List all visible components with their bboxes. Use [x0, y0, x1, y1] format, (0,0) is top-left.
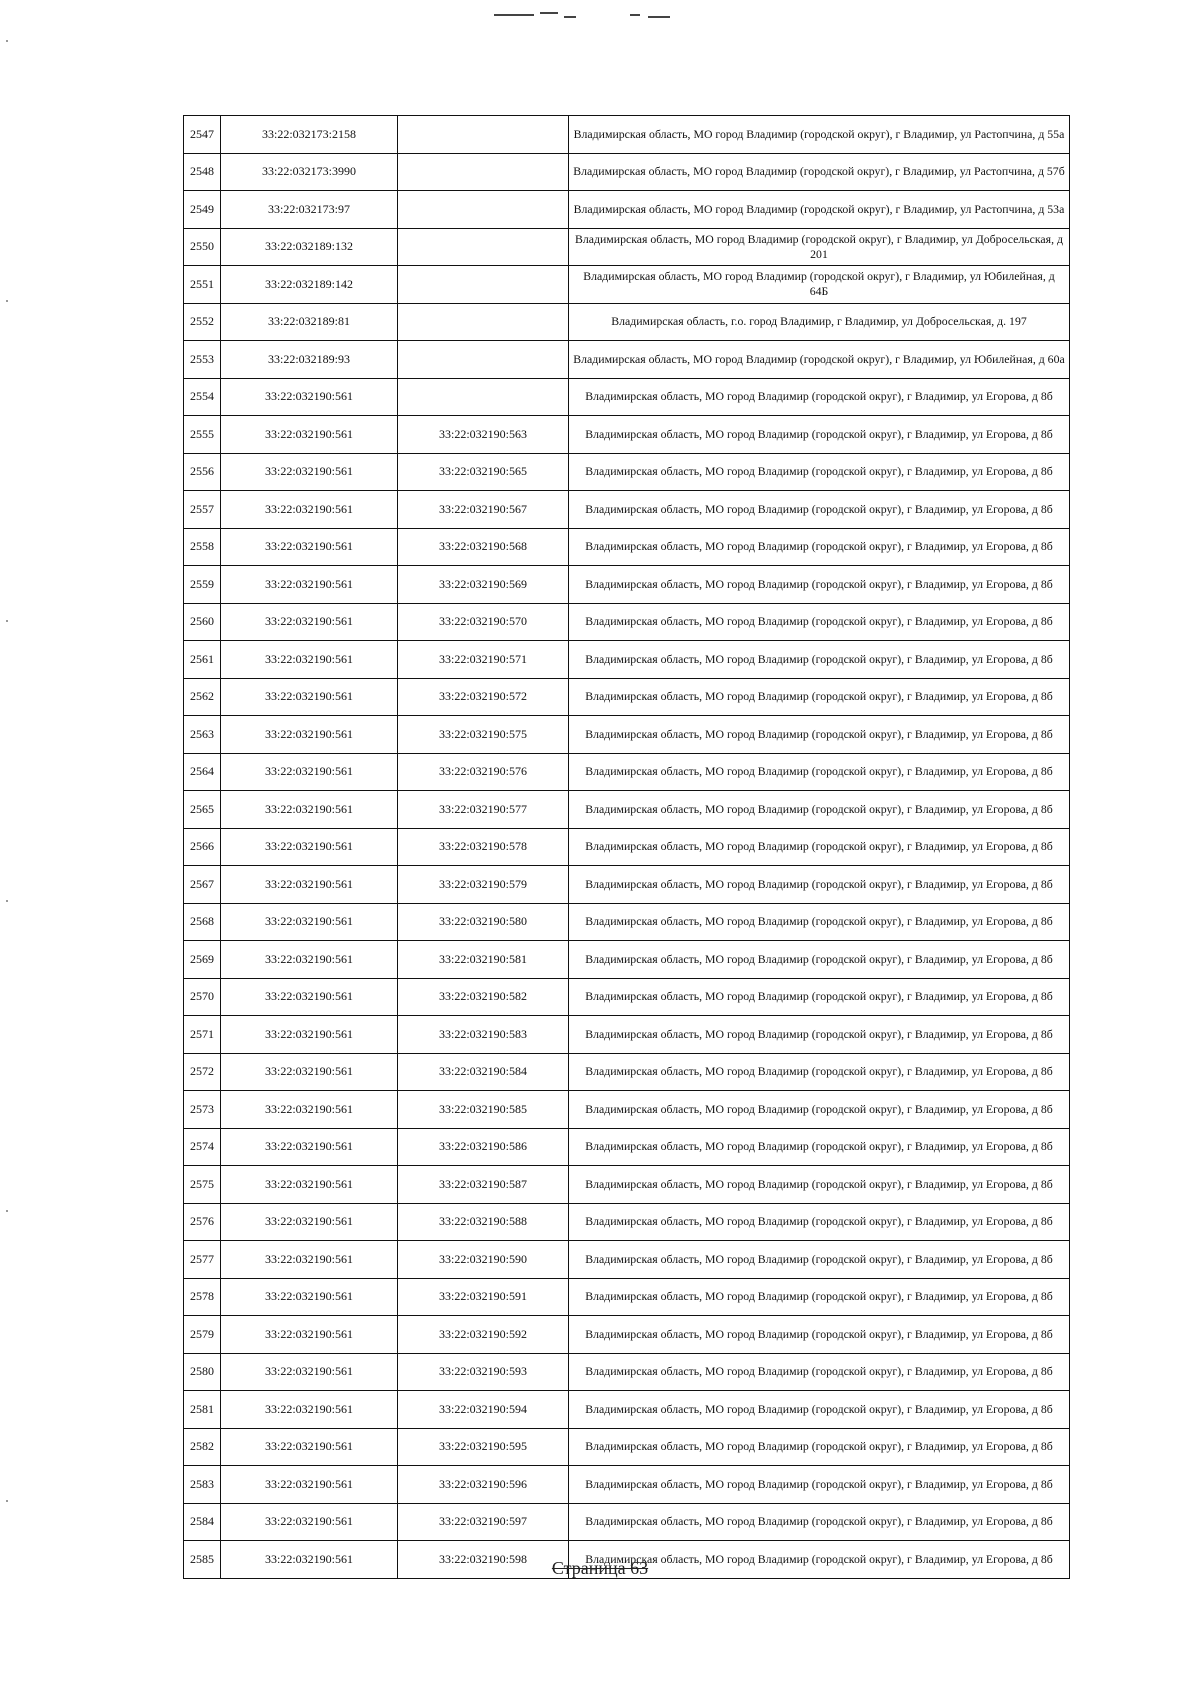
address-cell: Владимирская область, МО город Владимир (городской округ), г Владимир, ул Егорова, д 8б [569, 1053, 1070, 1091]
row-number-cell: 2573 [184, 1091, 221, 1129]
object-cadastral-number-cell: 33:22:032190:575 [398, 716, 569, 754]
page-label: Страница 63 [551, 1558, 649, 1578]
row-number-cell: 2556 [184, 453, 221, 491]
table-row [184, 678, 1070, 716]
address-cell: Владимирская область, МО город Владимир (городской округ), г Владимир, ул Егорова, д 8б [569, 453, 1070, 491]
row-number-cell: 2570 [184, 978, 221, 1016]
row-number-cell: 2548 [184, 153, 221, 191]
row-number-cell: 2574 [184, 1128, 221, 1166]
object-cadastral-number-cell [398, 378, 569, 416]
object-cadastral-number-cell: 33:22:032190:593 [398, 1353, 569, 1391]
row-number-cell: 2582 [184, 1428, 221, 1466]
cadastral-number-cell: 33:22:032190:561 [221, 1466, 398, 1504]
object-cadastral-number-cell [398, 116, 569, 154]
cadastral-number-cell: 33:22:032190:561 [221, 1316, 398, 1354]
cadastral-number-cell: 33:22:032190:561 [221, 716, 398, 754]
table-row [184, 1166, 1070, 1204]
address-cell: Владимирская область, МО город Владимир (городской округ), г Владимир, ул Егорова, д 8б [569, 1128, 1070, 1166]
address-cell: Владимирская область, МО город Владимир (городской округ), г Владимир, ул Егорова, д 8б [569, 978, 1070, 1016]
table-row [184, 716, 1070, 754]
cadastral-number-cell: 33:22:032190:561 [221, 978, 398, 1016]
row-number-cell: 2567 [184, 866, 221, 904]
table-row [184, 753, 1070, 791]
row-number-cell: 2562 [184, 678, 221, 716]
object-cadastral-number-cell: 33:22:032190:567 [398, 491, 569, 529]
table-row [184, 1091, 1070, 1129]
address-cell: Владимирская область, МО город Владимир (городской округ), г Владимир, ул Егорова, д 8б [569, 1428, 1070, 1466]
cadastral-number-cell: 33:22:032190:561 [221, 791, 398, 829]
address-cell: Владимирская область, МО город Владимир (городской округ), г Владимир, ул Егорова, д 8б [569, 1166, 1070, 1204]
cadastral-number-cell: 33:22:032189:81 [221, 303, 398, 341]
cadastral-number-cell: 33:22:032190:561 [221, 566, 398, 604]
row-number-cell: 2564 [184, 753, 221, 791]
cadastral-number-cell: 33:22:032190:561 [221, 1541, 398, 1579]
row-number-cell: 2585 [184, 1541, 221, 1579]
object-cadastral-number-cell: 33:22:032190:582 [398, 978, 569, 1016]
object-cadastral-number-cell [398, 303, 569, 341]
object-cadastral-number-cell: 33:22:032190:583 [398, 1016, 569, 1054]
table-row [184, 116, 1070, 154]
object-cadastral-number-cell: 33:22:032190:594 [398, 1391, 569, 1429]
address-cell: Владимирская область, МО город Владимир (городской округ), г Владимир, ул Егорова, д 8б [569, 1241, 1070, 1279]
row-number-cell: 2571 [184, 1016, 221, 1054]
row-number-cell: 2563 [184, 716, 221, 754]
object-cadastral-number-cell: 33:22:032190:577 [398, 791, 569, 829]
table-row [184, 266, 1070, 304]
register-table-body [184, 116, 1070, 1579]
row-number-cell: 2549 [184, 191, 221, 229]
object-cadastral-number-cell: 33:22:032190:590 [398, 1241, 569, 1279]
cadastral-number-cell: 33:22:032190:561 [221, 528, 398, 566]
address-cell: Владимирская область, МО город Владимир (городской округ), г Владимир, ул Егорова, д 8б [569, 716, 1070, 754]
row-number-cell: 2575 [184, 1166, 221, 1204]
table-row [184, 378, 1070, 416]
object-cadastral-number-cell: 33:22:032190:576 [398, 753, 569, 791]
row-number-cell: 2552 [184, 303, 221, 341]
table-row [184, 191, 1070, 229]
row-number-cell: 2584 [184, 1503, 221, 1541]
table-row [184, 1503, 1070, 1541]
cadastral-number-cell: 33:22:032190:561 [221, 1278, 398, 1316]
object-cadastral-number-cell [398, 266, 569, 304]
address-cell: Владимирская область, МО город Владимир (городской округ), г Владимир, ул Егорова, д 8б [569, 1353, 1070, 1391]
cadastral-number-cell: 33:22:032189:132 [221, 228, 398, 266]
object-cadastral-number-cell: 33:22:032190:572 [398, 678, 569, 716]
cadastral-number-cell: 33:22:032190:561 [221, 1241, 398, 1279]
row-number-cell: 2553 [184, 341, 221, 379]
cadastral-number-cell: 33:22:032190:561 [221, 1428, 398, 1466]
cadastral-number-cell: 33:22:032190:561 [221, 1503, 398, 1541]
cadastral-number-cell: 33:22:032190:561 [221, 941, 398, 979]
cadastral-number-cell: 33:22:032190:561 [221, 453, 398, 491]
address-cell: Владимирская область, МО город Владимир (городской округ), г Владимир, ул Егорова, д 8б [569, 941, 1070, 979]
object-cadastral-number-cell: 33:22:032190:588 [398, 1203, 569, 1241]
cadastral-number-cell: 33:22:032190:561 [221, 1128, 398, 1166]
address-cell: Владимирская область, МО город Владимир (городской округ), г Владимир, ул Егорова, д 8б [569, 1466, 1070, 1504]
cadastral-number-cell: 33:22:032190:561 [221, 491, 398, 529]
table-row [184, 153, 1070, 191]
object-cadastral-number-cell: 33:22:032190:568 [398, 528, 569, 566]
table-row [184, 791, 1070, 829]
address-cell: Владимирская область, МО город Владимир (городской округ), г Владимир, ул Растопчина, д 57б [569, 153, 1070, 191]
address-cell: Владимирская область, МО город Владимир (городской округ), г Владимир, ул Егорова, д 8б [569, 1391, 1070, 1429]
table-row [184, 1353, 1070, 1391]
cadastral-number-cell: 33:22:032189:142 [221, 266, 398, 304]
object-cadastral-number-cell: 33:22:032190:592 [398, 1316, 569, 1354]
table-row [184, 228, 1070, 266]
table-row [184, 1128, 1070, 1166]
object-cadastral-number-cell: 33:22:032190:578 [398, 828, 569, 866]
table-row [184, 1391, 1070, 1429]
table-row [184, 303, 1070, 341]
table-row [184, 1466, 1070, 1504]
object-cadastral-number-cell: 33:22:032190:570 [398, 603, 569, 641]
cadastral-number-cell: 33:22:032190:561 [221, 1353, 398, 1391]
address-cell: Владимирская область, МО город Владимир (городской округ), г Владимир, ул Егорова, д 8б [569, 378, 1070, 416]
row-number-cell: 2568 [184, 903, 221, 941]
cadastral-number-cell: 33:22:032190:561 [221, 603, 398, 641]
address-cell: Владимирская область, МО город Владимир (городской округ), г Владимир, ул Егорова, д 8б [569, 1091, 1070, 1129]
scan-margin-marks [6, 0, 10, 1695]
object-cadastral-number-cell: 33:22:032190:581 [398, 941, 569, 979]
table-row [184, 603, 1070, 641]
address-cell: Владимирская область, МО город Владимир (городской округ), г Владимир, ул Егорова, д 8б [569, 491, 1070, 529]
cadastral-number-cell: 33:22:032190:561 [221, 1391, 398, 1429]
table-row [184, 828, 1070, 866]
address-cell: Владимирская область, МО город Владимир (городской округ), г Владимир, ул Егорова, д 8б [569, 1278, 1070, 1316]
row-number-cell: 2580 [184, 1353, 221, 1391]
object-cadastral-number-cell: 33:22:032190:580 [398, 903, 569, 941]
address-cell: Владимирская область, МО город Владимир (городской округ), г Владимир, ул Егорова, д 8б [569, 791, 1070, 829]
cadastral-number-cell: 33:22:032190:561 [221, 828, 398, 866]
address-cell: Владимирская область, МО город Владимир (городской округ), г Владимир, ул Егорова, д 8б [569, 678, 1070, 716]
row-number-cell: 2550 [184, 228, 221, 266]
object-cadastral-number-cell: 33:22:032190:569 [398, 566, 569, 604]
row-number-cell: 2551 [184, 266, 221, 304]
table-row [184, 641, 1070, 679]
row-number-cell: 2569 [184, 941, 221, 979]
address-cell: Владимирская область, МО город Владимир (городской округ), г Владимир, ул Егорова, д 8б [569, 416, 1070, 454]
address-cell: Владимирская область, МО город Владимир (городской округ), г Владимир, ул Добросельская, д 201 [569, 228, 1070, 266]
cadastral-number-cell: 33:22:032173:2158 [221, 116, 398, 154]
row-number-cell: 2555 [184, 416, 221, 454]
address-cell: Владимирская область, МО город Владимир (городской округ), г Владимир, ул Егорова, д 8б [569, 1503, 1070, 1541]
row-number-cell: 2566 [184, 828, 221, 866]
address-cell: Владимирская область, МО город Владимир (городской округ), г Владимир, ул Егорова, д 8б [569, 528, 1070, 566]
cadastral-number-cell: 33:22:032190:561 [221, 903, 398, 941]
object-cadastral-number-cell: 33:22:032190:586 [398, 1128, 569, 1166]
register-table [183, 115, 1070, 1579]
table-row [184, 1053, 1070, 1091]
table-row [184, 341, 1070, 379]
object-cadastral-number-cell: 33:22:032190:596 [398, 1466, 569, 1504]
row-number-cell: 2581 [184, 1391, 221, 1429]
object-cadastral-number-cell [398, 228, 569, 266]
cadastral-number-cell: 33:22:032190:561 [221, 641, 398, 679]
row-number-cell: 2579 [184, 1316, 221, 1354]
cadastral-number-cell: 33:22:032190:561 [221, 678, 398, 716]
address-cell: Владимирская область, МО город Владимир (городской округ), г Владимир, ул Юбилейная, д 60а [569, 341, 1070, 379]
address-cell: Владимирская область, МО город Владимир (городской округ), г Владимир, ул Юбилейная, д 64Б [569, 266, 1070, 304]
cadastral-number-cell: 33:22:032190:561 [221, 1203, 398, 1241]
row-number-cell: 2559 [184, 566, 221, 604]
object-cadastral-number-cell: 33:22:032190:591 [398, 1278, 569, 1316]
object-cadastral-number-cell: 33:22:032190:579 [398, 866, 569, 904]
table-row [184, 903, 1070, 941]
cadastral-number-cell: 33:22:032173:3990 [221, 153, 398, 191]
address-cell: Владимирская область, МО город Владимир (городской округ), г Владимир, ул Егорова, д 8б [569, 828, 1070, 866]
row-number-cell: 2558 [184, 528, 221, 566]
row-number-cell: 2557 [184, 491, 221, 529]
address-cell: Владимирская область, МО город Владимир (городской округ), г Владимир, ул Егорова, д 8б [569, 1541, 1070, 1579]
address-cell: Владимирская область, г.о. город Владимир, г Владимир, ул Добросельская, д. 197 [569, 303, 1070, 341]
row-number-cell: 2577 [184, 1241, 221, 1279]
object-cadastral-number-cell: 33:22:032190:565 [398, 453, 569, 491]
address-cell: Владимирская область, МО город Владимир (городской округ), г Владимир, ул Егорова, д 8б [569, 1016, 1070, 1054]
scan-artifact [480, 6, 720, 28]
cadastral-number-cell: 33:22:032190:561 [221, 1166, 398, 1204]
cadastral-number-cell: 33:22:032173:97 [221, 191, 398, 229]
cadastral-number-cell: 33:22:032190:561 [221, 378, 398, 416]
object-cadastral-number-cell: 33:22:032190:563 [398, 416, 569, 454]
row-number-cell: 2554 [184, 378, 221, 416]
address-cell: Владимирская область, МО город Владимир (городской округ), г Владимир, ул Егорова, д 8б [569, 753, 1070, 791]
table-row [184, 1278, 1070, 1316]
cadastral-number-cell: 33:22:032190:561 [221, 753, 398, 791]
address-cell: Владимирская область, МО город Владимир (городской округ), г Владимир, ул Егорова, д 8б [569, 566, 1070, 604]
cadastral-number-cell: 33:22:032190:561 [221, 1053, 398, 1091]
cadastral-number-cell: 33:22:032189:93 [221, 341, 398, 379]
object-cadastral-number-cell [398, 341, 569, 379]
object-cadastral-number-cell: 33:22:032190:595 [398, 1428, 569, 1466]
table-row [184, 1241, 1070, 1279]
object-cadastral-number-cell: 33:22:032190:584 [398, 1053, 569, 1091]
row-number-cell: 2565 [184, 791, 221, 829]
table-row [184, 1203, 1070, 1241]
table-row [184, 1428, 1070, 1466]
row-number-cell: 2547 [184, 116, 221, 154]
address-cell: Владимирская область, МО город Владимир (городской округ), г Владимир, ул Егорова, д 8б [569, 866, 1070, 904]
table-row [184, 1016, 1070, 1054]
address-cell: Владимирская область, МО город Владимир (городской округ), г Владимир, ул Егорова, д 8б [569, 1316, 1070, 1354]
address-cell: Владимирская область, МО город Владимир (городской округ), г Владимир, ул Растопчина, д 55а [569, 116, 1070, 154]
object-cadastral-number-cell: 33:22:032190:597 [398, 1503, 569, 1541]
table-row [184, 978, 1070, 1016]
address-cell: Владимирская область, МО город Владимир (городской округ), г Владимир, ул Растопчина, д 53а [569, 191, 1070, 229]
object-cadastral-number-cell: 33:22:032190:587 [398, 1166, 569, 1204]
cadastral-number-cell: 33:22:032190:561 [221, 1091, 398, 1129]
row-number-cell: 2578 [184, 1278, 221, 1316]
table-row [184, 1316, 1070, 1354]
table-row [184, 453, 1070, 491]
object-cadastral-number-cell: 33:22:032190:571 [398, 641, 569, 679]
row-number-cell: 2576 [184, 1203, 221, 1241]
cadastral-number-cell: 33:22:032190:561 [221, 866, 398, 904]
object-cadastral-number-cell [398, 153, 569, 191]
table-row [184, 491, 1070, 529]
row-number-cell: 2583 [184, 1466, 221, 1504]
address-cell: Владимирская область, МО город Владимир (городской округ), г Владимир, ул Егорова, д 8б [569, 903, 1070, 941]
row-number-cell: 2560 [184, 603, 221, 641]
table-row [184, 528, 1070, 566]
table-row [184, 941, 1070, 979]
table-row [184, 866, 1070, 904]
object-cadastral-number-cell: 33:22:032190:585 [398, 1091, 569, 1129]
address-cell: Владимирская область, МО город Владимир (городской округ), г Владимир, ул Егорова, д 8б [569, 1203, 1070, 1241]
address-cell: Владимирская область, МО город Владимир (городской округ), г Владимир, ул Егорова, д 8б [569, 641, 1070, 679]
table-row [184, 566, 1070, 604]
address-cell: Владимирская область, МО город Владимир (городской округ), г Владимир, ул Егорова, д 8б [569, 603, 1070, 641]
row-number-cell: 2561 [184, 641, 221, 679]
object-cadastral-number-cell [398, 191, 569, 229]
cadastral-number-cell: 33:22:032190:561 [221, 1016, 398, 1054]
object-cadastral-number-cell: 33:22:032190:598 [398, 1541, 569, 1579]
table-row [184, 416, 1070, 454]
row-number-cell: 2572 [184, 1053, 221, 1091]
cadastral-number-cell: 33:22:032190:561 [221, 416, 398, 454]
